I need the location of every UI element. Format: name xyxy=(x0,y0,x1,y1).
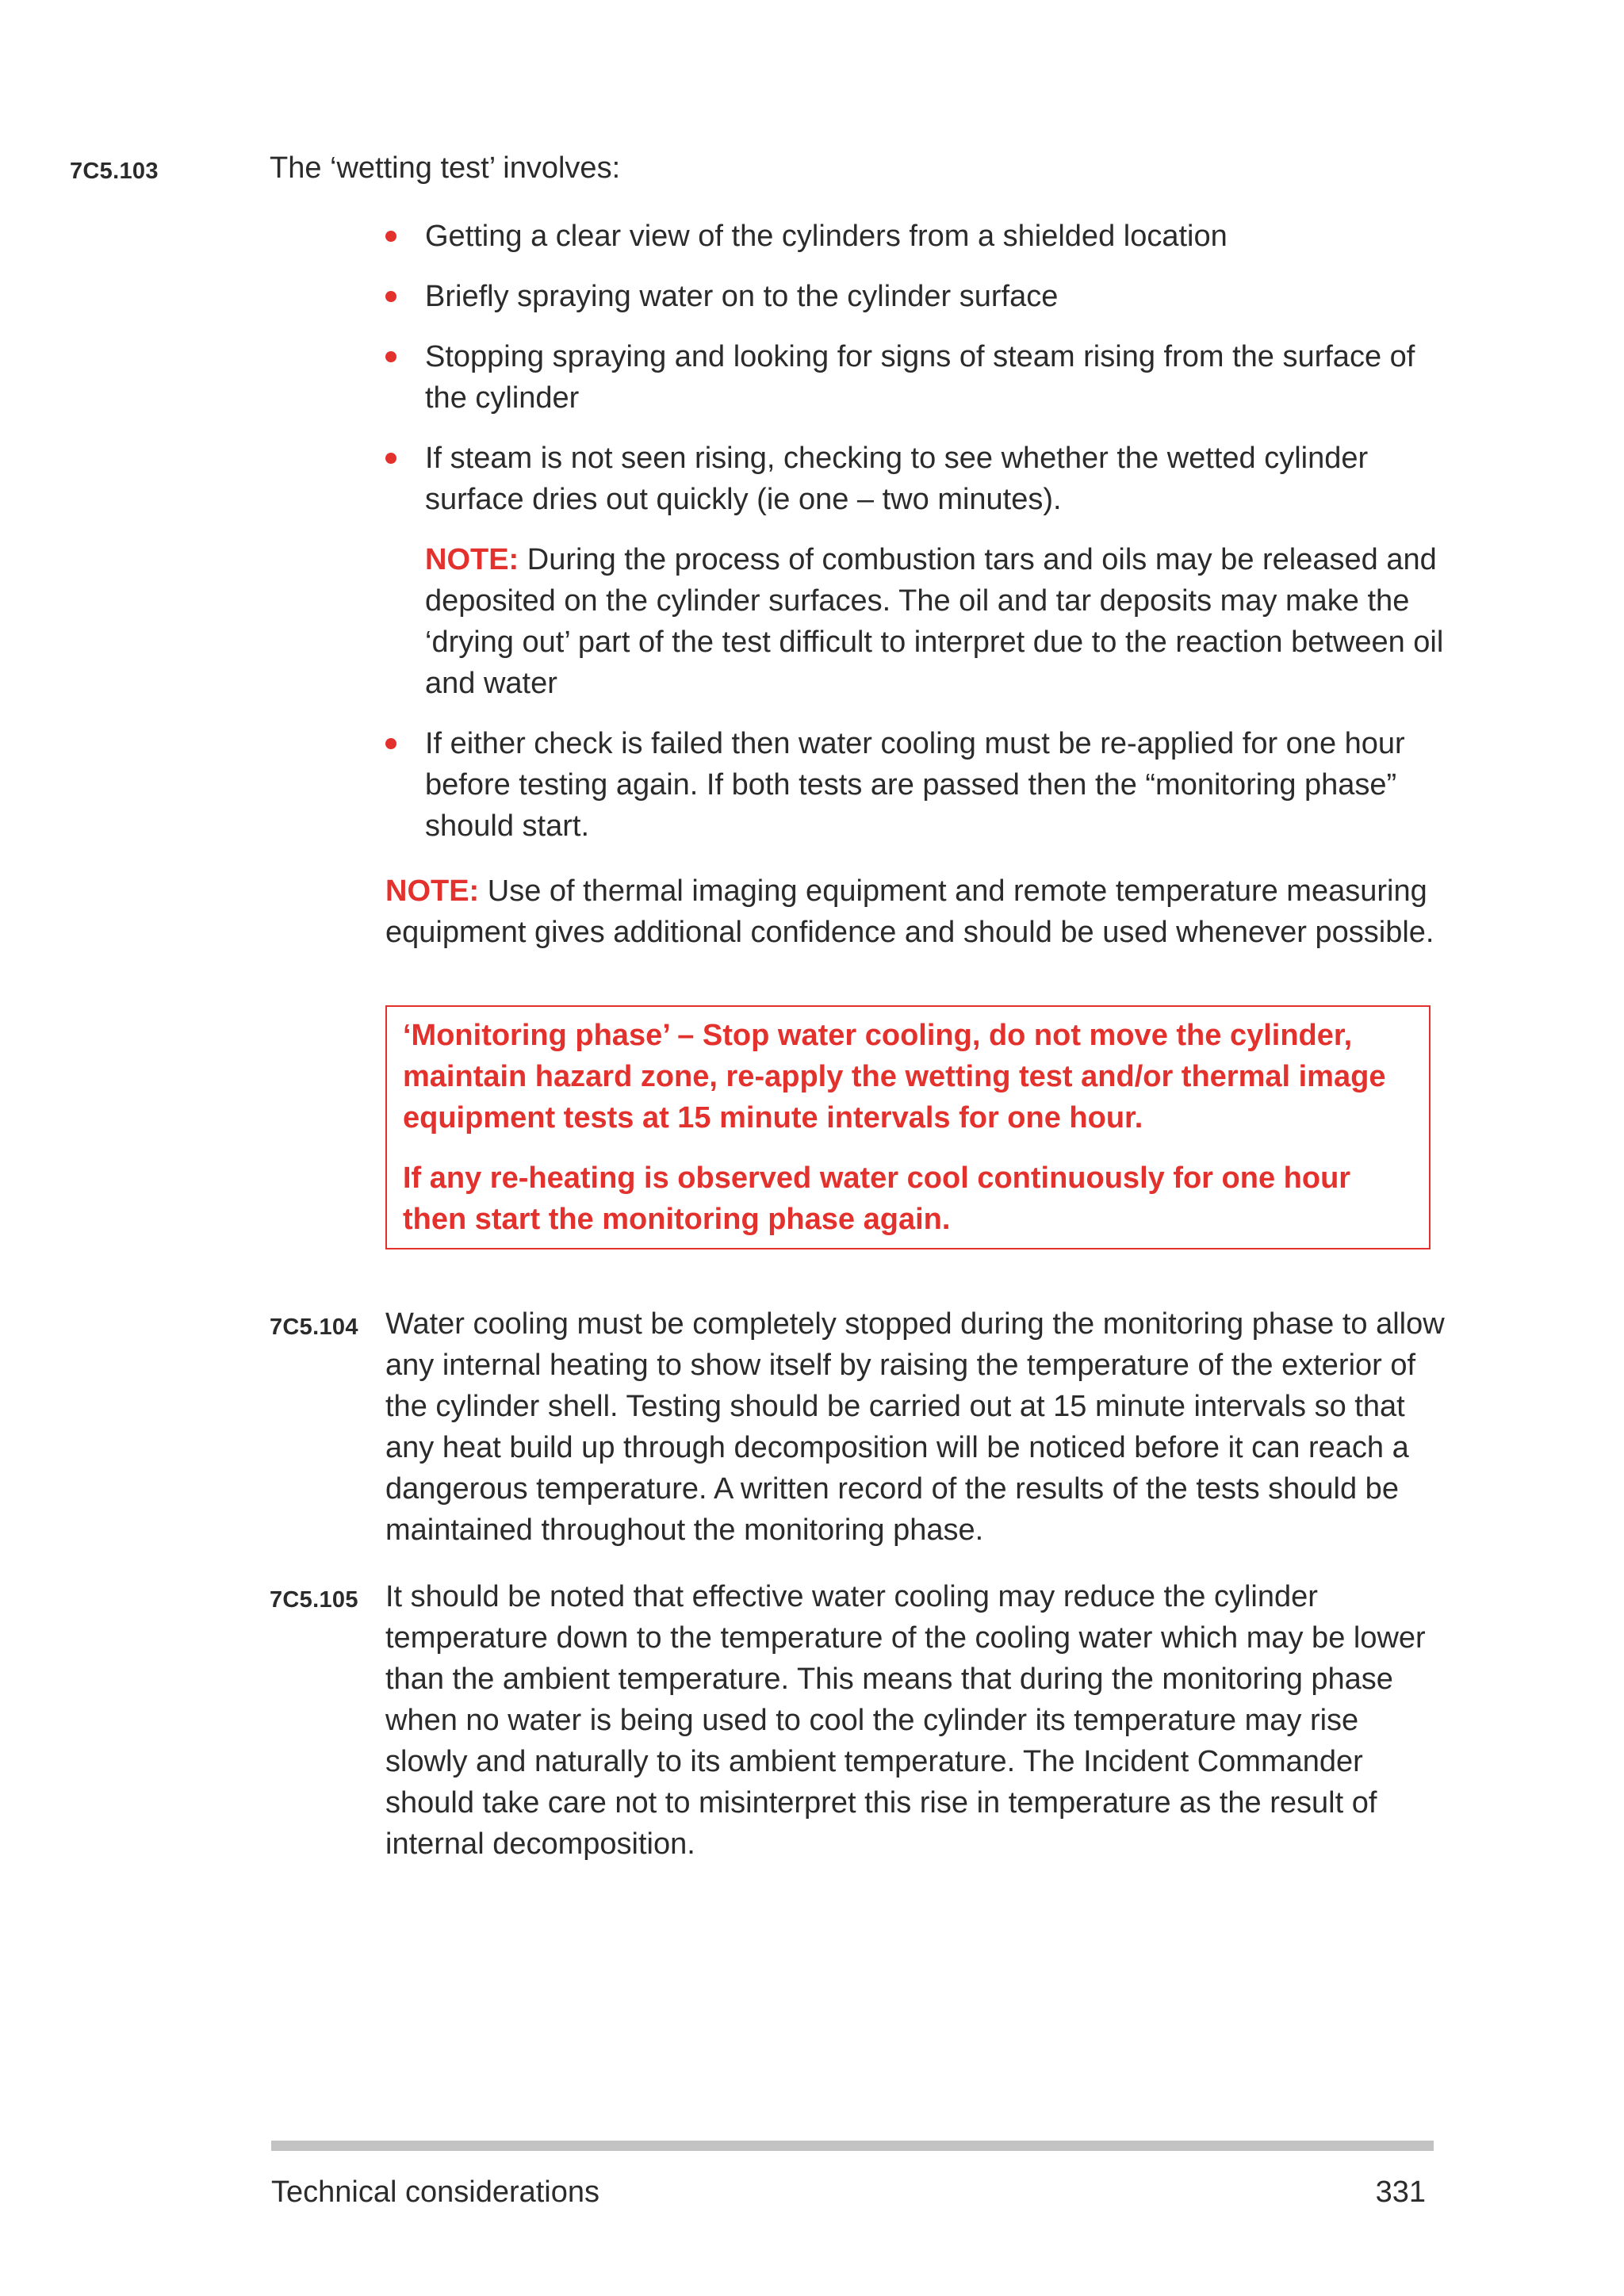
section-number: 7C5.105 xyxy=(270,1587,358,1613)
note-text: During the process of combustion tars and oils may be released and deposited on the cylinder surfaces. The oil and tar deposits may make the ‘drying out’ part of the test difficult to interpret due to the reaction between oil and water xyxy=(425,543,1444,700)
section-number: 7C5.103 xyxy=(70,159,159,184)
bullet-icon xyxy=(385,453,396,464)
list-item-text: If steam is not seen rising, checking to see whether the wetted cylinder surface dries out quickly (ie one – two minutes). xyxy=(425,442,1369,516)
section-7c5-103 xyxy=(70,147,1459,189)
note-text: Use of thermal imaging equipment and remote temperature measuring equipment gives additional confidence and should be used whenever possible. xyxy=(385,874,1434,949)
bullet-icon xyxy=(385,738,396,749)
list-item-text: Getting a clear view of the cylinders from a shielded location xyxy=(425,220,1228,253)
warning-text: If any re-heating is observed water cool continuously for one hour then start the monitoring phase again. xyxy=(403,1161,1351,1236)
monitoring-phase-box xyxy=(385,1005,1431,1249)
bullet-icon xyxy=(385,231,396,242)
section-text: It should be noted that effective water cooling may reduce the cylinder temperature down to the temperature of the cooling water which may be lower than the ambient temperature. This means that during the monitoring phase when no water is being used to cool the cylinder its temperature may rise slowly and naturally to its ambient temperature. The Incident Commander should take care not to misinterpret this rise in temperature as the result of internal decomposition. xyxy=(385,1580,1426,1861)
section-text: Water cooling must be completely stopped during the monitoring phase to allow any internal heating to show itself by raising the temperature of the exterior of the cylinder shell. Testing should be carried out at 15 minute intervals so that any heat build up through decomposition will be noticed before it can reach a dangerous temperature. A written record of the results of the tests should be maintained throughout the monitoring phase. xyxy=(385,1307,1445,1547)
warning-text: ‘Monitoring phase’ – Stop water cooling, do not move the cylinder, maintain hazard zone, re-apply the wetting test and/or thermal image equipment tests at 15 minute intervals for one hour. xyxy=(403,1019,1386,1135)
list-item xyxy=(385,336,1448,419)
inner-note xyxy=(385,539,1448,704)
list-item xyxy=(385,276,1448,317)
section-number: 7C5.104 xyxy=(270,1314,358,1340)
main-note xyxy=(385,871,1448,953)
bullet-icon xyxy=(385,351,396,362)
list-item-text: If either check is failed then water cooling must be re-applied for one hour before testing again. If both tests are passed then the “monitoring phase” should start. xyxy=(425,727,1405,843)
list-item-text: Stopping spraying and looking for signs of steam rising from the surface of the cylinder xyxy=(425,340,1415,415)
section-7c5-105 xyxy=(270,1576,1448,1865)
list-item xyxy=(385,438,1448,520)
note-label: NOTE: xyxy=(425,543,519,576)
note-label: NOTE: xyxy=(385,874,480,908)
list-item xyxy=(385,723,1448,847)
section-7c5-104 xyxy=(270,1303,1448,1551)
bullet-icon xyxy=(385,291,396,302)
list-item-text: Briefly spraying water on to the cylinder surface xyxy=(425,280,1059,313)
footer-rule xyxy=(271,2141,1434,2151)
section-text: The ‘wetting test’ involves: xyxy=(270,151,621,185)
list-item xyxy=(385,216,1448,257)
footer-title: Technical considerations xyxy=(271,2175,600,2209)
wetting-test-list xyxy=(385,216,1448,866)
page-number: 331 xyxy=(1375,2175,1426,2209)
